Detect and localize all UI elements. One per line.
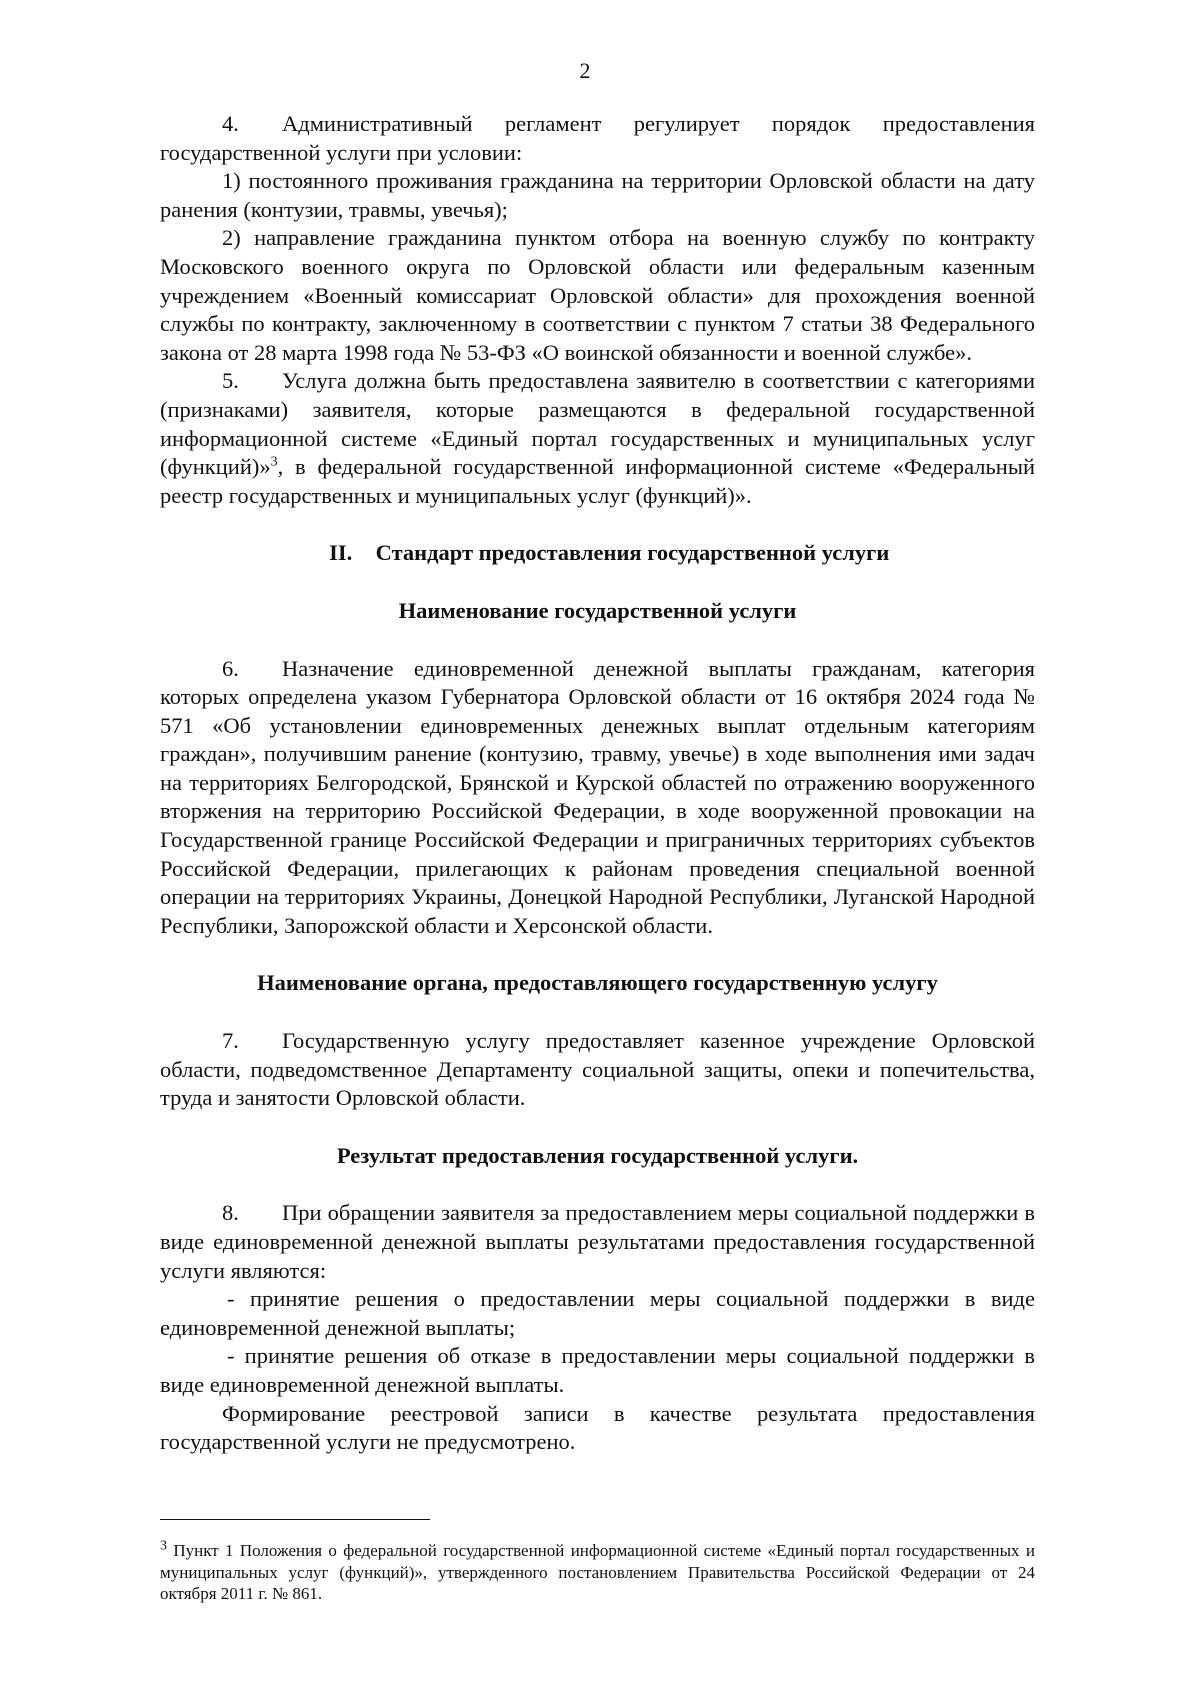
footnote-reference: 3 [270,454,278,470]
footnote-text [160,1540,1035,1605]
section-heading [160,539,1035,568]
paragraph-8-item-2: - принятие решения об отказе в предоставлении меры социальной поддержки в виде единовременной денежной выплаты. [160,1343,1035,1397]
footnote-mark: 3 [160,1538,167,1554]
paragraph-8-note: Формирование реестровой записи в качестве результата предоставления государственной услуги не предусмотрено. [160,1400,1035,1455]
paragraph-number: 7. [222,1028,239,1054]
footnote [160,1540,1035,1605]
paragraph-text: Назначение единовременной денежной выплаты гражданам, категория которых определена указом Губернатора Орловской области от 16 октября 2024 года № 571 «Об установлении единовременных денежных выплат отдельным категориям граждан», получившим ранение (контузию, травму, увечье) в ходе выполнения ими задач на территориях Белгородской, Брянской и Курской областей по отражению вооруженного вторжения на территорию Российской Федерации, в ходе вооруженной провокации на Государственной границе Российской Федерации и приграничных территориях субъектов Российской Федерации, прилегающих к районам проведения специальной военной операции на территориях Украины, Донецкой Народной Республики, Луганской Народной Республики, Запорожской области и Херсонской области. [160,655,1035,938]
subsection-heading-authority: Наименование органа, предоставляющего государственную услугу [257,970,938,996]
document-body [160,110,1035,1457]
paragraph-4-item-1: 1) постоянного проживания гражданина на территории Орловской области на дату ранения (контузии, травмы, увечья); [160,168,1035,222]
subsection-heading-service-name: Наименование государственной услуги [398,597,797,623]
paragraph-text-continued: , в федеральной государственной информационной системе «Федеральный реестр государственных и муниципальных услуг (функций)». [160,454,1035,508]
paragraph-text: Государственную услугу предоставляет казенное учреждение Орловской области, подведомственное Департаменту социальной защиты, опеки и попечительства, труда и занятости Орловской области. [160,1028,1035,1111]
paragraph-number: 5. [222,368,239,394]
paragraph-8 [160,1199,1035,1285]
paragraph-number: 8. [222,1200,239,1226]
page-number: 2 [579,58,591,83]
paragraph-5 [160,367,1035,510]
paragraph-8-item-1: - принятие решения о предоставлении меры социальной поддержки в виде единовременной денежной выплаты; [160,1286,1035,1340]
paragraph-text: Административный регламент регулирует порядок предоставления государственной услуги при условии: [160,111,1035,165]
paragraph-text: При обращении заявителя за предоставлением меры социальной поддержки в виде единовременной денежной выплаты результатами предоставления государственной услуги являются: [160,1200,1035,1283]
paragraph-number: 4. [222,111,239,136]
section-title: Стандарт предоставления государственной услуги [375,540,890,566]
section-number: II. [329,540,353,566]
paragraph-number: 6. [222,655,239,681]
paragraph-4 [160,110,1035,167]
footnote-separator [160,1519,430,1520]
subsection-heading-result: Результат предоставления государственной услуги. [336,1142,859,1168]
paragraph-6 [160,655,1035,941]
paragraph-7 [160,1027,1035,1113]
paragraph-4-item-2: 2) направление гражданина пунктом отбора на военную службу по контракту Московского военного округа по Орловской области или федеральным казенным учреждением «Военный комиссариат Орловской области» для прохождения военной службы по контракту, заключенному в соответствии с пунктом 7 статьи 38 Федерального закона от 28 марта 1998 года № 53-ФЗ «О воинской обязанности и военной службе». [160,225,1035,365]
paragraph-text: Услуга должна быть предоставлена заявителю в соответствии с категориями (признаками) заявителя, которые размещаются в федеральной государственной информационной системе «Единый портал государственных и муниципальных услуг (функций)» [160,368,1035,480]
footnote-body: Пункт 1 Положения о федеральной государственной информационной системе «Единый портал государственных и муниципальных услуг (функций)», утвержденного постановлением Правительства Российской Федерации от 24 октября 2011 г. № 861. [160,1541,1035,1603]
